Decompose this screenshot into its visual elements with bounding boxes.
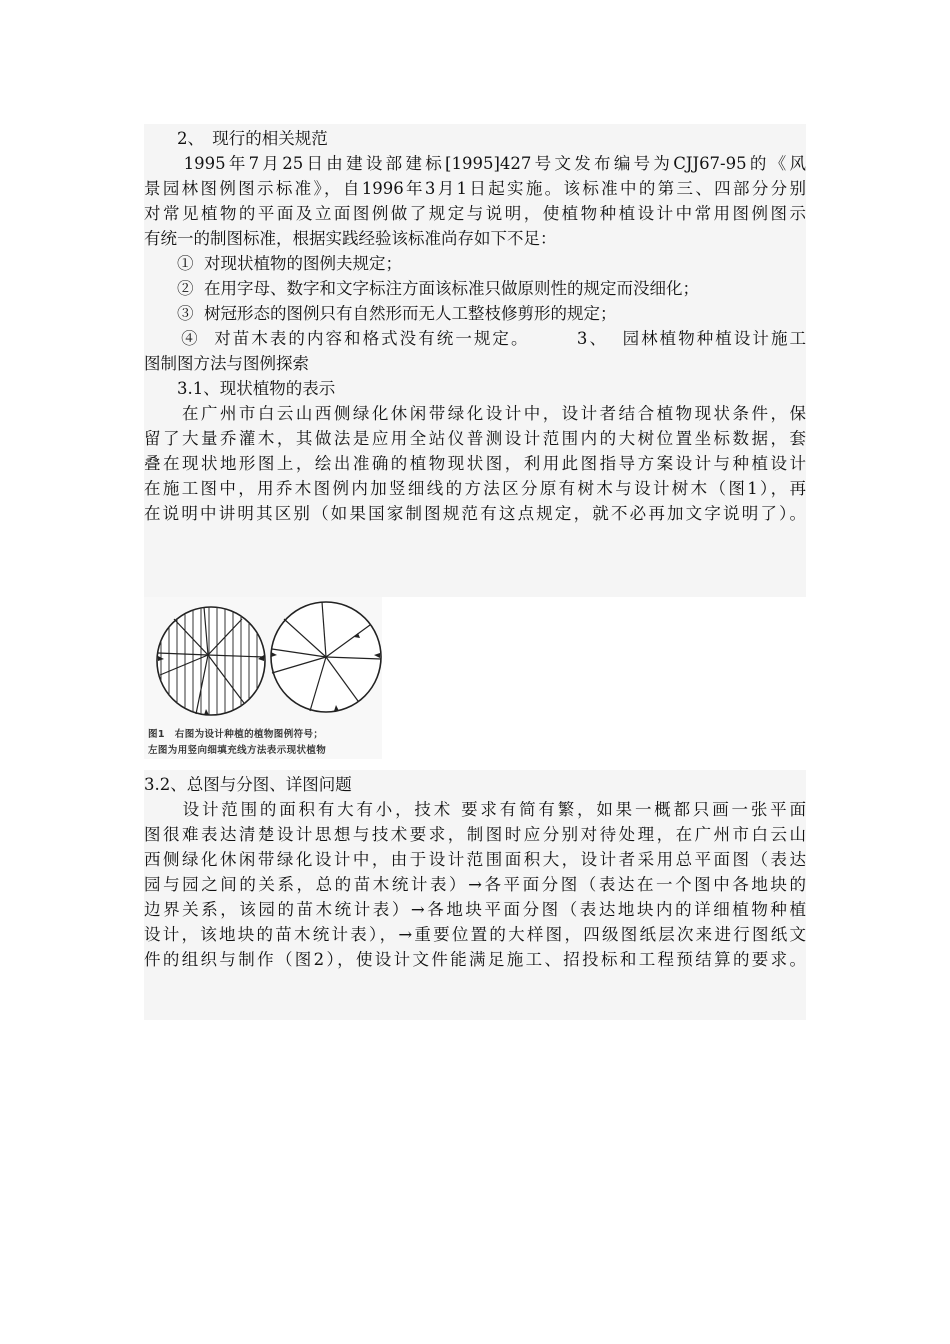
text-line: 景园林图例图示标准》，自1996年3月1日起实施。该标准中的第三、四部分分别 [144, 179, 806, 198]
text-line: 在广州市白云山西侧绿化休闲带绿化设计中，设计者结合植物现状条件，保 [144, 404, 806, 423]
text-line: ① 对现状植物的图例夫规定； [144, 254, 402, 273]
text-line: 园与园之间的关系，总的苗木统计表）→各平面分图（表达在一个图中各地块的 [144, 875, 806, 894]
figure-1 [144, 597, 382, 759]
text-line: 有统一的制图标准，根据实践经验该标准尚存如下不足： [144, 229, 557, 248]
text-line: 1995年7月25日由建设部建标[1995]427号文发布编号为CJJ67-95的《风 [144, 154, 806, 173]
text-line: 对常见植物的平面及立面图例做了规定与说明，使植物种植设计中常用图例图示 [144, 204, 806, 223]
text-line: 3.1、现状植物的表示 [144, 379, 336, 398]
figure-caption-line2: 左图为用竖向细填充线方法表示现状植物 [148, 745, 327, 756]
text-line: 件的组织与制作（图2），使设计文件能满足施工、招投标和工程预结算的要求。 [144, 950, 806, 969]
text-line: 叠在现状地形图上，绘出准确的植物现状图，利用此图指导方案设计与种植设计 [144, 454, 806, 473]
text-line: 边界关系，该园的苗木统计表）→各地块平面分图（表达地块内的详细植物种植 [144, 900, 806, 919]
text-line: 2、 现行的相关规范 [144, 129, 328, 148]
text-line: 设计范围的面积有大有小，技术 要求有简有繁，如果一概都只画一张平面 [144, 800, 806, 819]
figure-caption-line1: 图1 右图为设计种植的植物图例符号； [148, 729, 324, 740]
existing-plant-symbol [157, 597, 265, 717]
text-line: 留了大量乔灌木，其做法是应用全站仪普测设计范围内的大树位置坐标数据，套 [144, 429, 806, 448]
designed-plant-symbol [271, 602, 381, 712]
text-line: ④ 对苗木表的内容和格式没有统一规定。 3、 园林植物种植设计施工 [144, 329, 806, 348]
text-line: ② 在用字母、数字和文字标注方面该标准只做原则性的规定而没细化； [144, 279, 699, 298]
plant-legend-symbols [144, 597, 382, 717]
text-line: 3.2、总图与分图、详图问题 [144, 775, 352, 794]
text-line: ③ 树冠形态的图例只有自然形而无人工整枝修剪形的规定； [144, 304, 617, 323]
text-line: 在说明中讲明其区别（如果国家制图规范有这点规定，就不必再加文字说明了）。 [144, 504, 806, 523]
text-line: 西侧绿化休闲带绿化设计中，由于设计范围面积大，设计者采用总平面图（表达 [144, 850, 806, 869]
text-line: 图很难表达清楚设计思想与技术要求，制图时应分别对待处理，在广州市白云山 [144, 825, 806, 844]
text-line: 在施工图中，用乔木图例内加竖细线的方法区分原有树木与设计树木（图1），再 [144, 479, 806, 498]
text-line: 设计，该地块的苗木统计表），→重要位置的大样图，四级图纸层次来进行图纸文 [144, 925, 806, 944]
text-line: 图制图方法与图例探索 [144, 354, 309, 373]
